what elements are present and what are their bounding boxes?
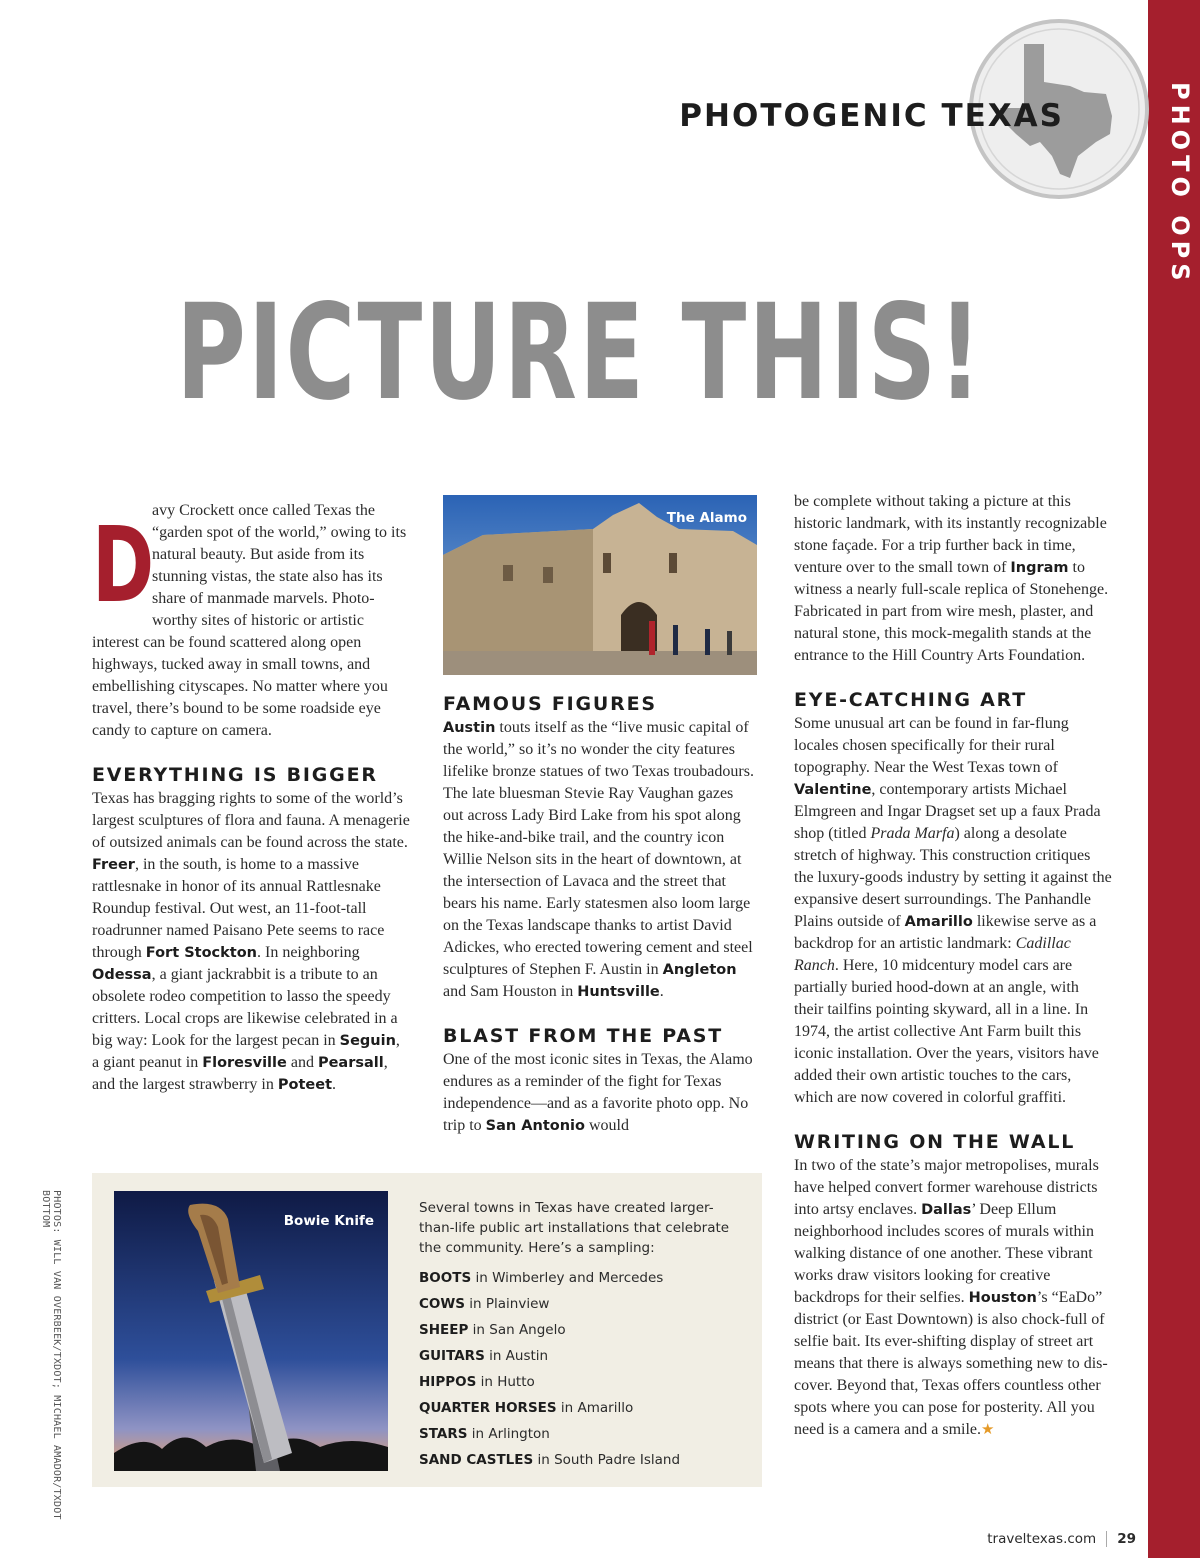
- heading-blast-from-the-past: BLAST FROM THE PAST: [443, 1025, 724, 1047]
- installation-list: [419, 1268, 749, 1476]
- blast-continued-paragraph: be complete without taking a picture at this historic landmark, with its instantly recognizable stone façade. For a trip further back in time, venture over to the small town of Ingram to witness a nearly full-scale replica of Stonehenge. Fabricated in part from wire mesh, plaster, and natural stone, this mock-megalith stands at the entrance to the Hill Country Arts Foundation.: [794, 493, 1109, 664]
- place-floresville: Floresville: [202, 1055, 287, 1071]
- list-item: BOOTS in Wimberley and Mercedes: [419, 1270, 664, 1286]
- place-seguin: Seguin: [339, 1033, 396, 1049]
- place-odessa: Odessa: [92, 967, 152, 983]
- place-pearsall: Pearsall: [317, 1055, 384, 1071]
- list-item: QUARTER HORSES in Amarillo: [419, 1400, 634, 1416]
- drop-cap: D: [92, 504, 155, 626]
- place-angleton: Angleton: [662, 962, 737, 978]
- footer-site-link[interactable]: traveltexas.com: [987, 1531, 1097, 1547]
- place-poteet: Poteet: [277, 1077, 332, 1093]
- list-item: HIPPOS in Hutto: [419, 1374, 535, 1390]
- footer-divider: [1106, 1531, 1107, 1547]
- place-ingram: Ingram: [1010, 560, 1069, 576]
- sidebar-box-text: [419, 1198, 749, 1476]
- section-title: PHOTOGENIC TEXAS: [679, 98, 1064, 134]
- place-dallas: Dallas: [921, 1202, 972, 1218]
- blast-paragraph: One of the most iconic sites in Texas, the Alamo endures as a reminder of the fight for Texas independence—and as a favorite photo opp. No trip to San Antonio would: [443, 1051, 753, 1134]
- place-amarillo: Amarillo: [904, 914, 973, 930]
- intro-text: avy Crockett once called Texas the “garden spot of the world,” owing to its natural beauty. But aside from its stunning vistas, the state also has its share of manmade marvels. Photo-worthy sites of historic or artistic interest can be found scattered along open highways, tucked away in small towns, and embellishing cityscapes. No matter where you travel, there’s bound to be some roadside eye candy to capture on camera.: [92, 502, 407, 739]
- bowie-knife-photo: [114, 1191, 388, 1471]
- bowie-knife-illustration: [114, 1191, 388, 1471]
- photo-credit: PHOTOS: WILL VAN OVERBEEK/TXDOT; MICHAEL AMADOR/TXDOT BOTTOM: [40, 1190, 62, 1520]
- place-fort-stockton: Fort Stockton: [145, 945, 257, 961]
- sidebar-box: [92, 1173, 762, 1487]
- heading-famous-figures: FAMOUS FIGURES: [443, 693, 657, 715]
- heading-writing-on-the-wall: WRITING ON THE WALL: [794, 1131, 1076, 1153]
- section-tab-label: PHOTO OPS: [1166, 82, 1194, 286]
- list-item: SHEEP in San Angelo: [419, 1322, 566, 1338]
- place-valentine: Valentine: [794, 782, 872, 798]
- place-huntsville: Huntsville: [577, 984, 660, 1000]
- bigger-paragraph: Texas has bragging rights to some of the world’s largest sculptures of flora and fauna. A menagerie of outsized animals can be found across the state. Freer, in the south, is home to a massive rattlesnake in honor of its annual Rattlesnake Roundup festival. Out west, an 11-foot-tall roadrunner named Paisano Pete seems to race through Fort Stockton. In neighboring Odessa, a giant jackrabbit is a tribute to an obsolete rodeo competition to lasso the speedy critters. Local crops are likewise celebrated in a big way: Look for the largest pecan in Seguin, a giant peanut in Floresville and Pearsall, and the largest strawberry in Poteet.: [92, 790, 410, 1093]
- heading-eye-catching-art: EYE-CATCHING ART: [794, 689, 1028, 711]
- art-paragraph: Some unusual art can be found in far-flung locales chosen specifically for their rural topography. Near the West Texas town of Valentine, contemporary artists Michael Elmgreen and Ingar Dragset set up a faux Prada shop (titled Prada Marfa) along a desolate stretch of highway. This construction critiques the luxury-goods industry by setting it against the expansive desert surroundings. The Panhandle Plains outside of Amarillo likewise serve as a backdrop for an artistic landmark: Cadillac Ranch. Here, 10 midcentury model cars are partially buried hood-down at an angle, with their tailfins pointing skyward, all in a line. In 1974, the artist collective Ant Farm built this iconic installation. Over the years, visitors have added their own artistic touches to the cars, which are now covered in colorful graffiti.: [794, 715, 1112, 1106]
- intro-paragraph: [92, 500, 410, 742]
- headline: PICTURE THIS!: [176, 276, 984, 430]
- famous-paragraph: Austin touts itself as the “live music capital of the world,” so it’s no wonder the city features lifelike bronze statues of two Texas troubadours. The late bluesman Stevie Ray Vaughan gazes out across Lady Bird Lake from his spot along the hike-and-bike trail, and the country icon Willie Nelson sits in the heart of downtown, at the intersection of Lavaca and the street that bears his name. Early statesmen also loom large on the Texas landscape thanks to artist David Adickes, who erected towering cement and steel sculptures of Stephen F. Austin in Angleton and Sam Houston in Huntsville.: [443, 719, 754, 1000]
- sidebar-box-intro: Several towns in Texas have created larger-than-life public art installations that celebrate the community. Here’s a sampling:: [419, 1200, 730, 1256]
- list-item: GUITARS in Austin: [419, 1348, 549, 1364]
- section-tab: [1148, 0, 1200, 1558]
- list-item: STARS in Arlington: [419, 1426, 550, 1442]
- place-san-antonio: San Antonio: [485, 1118, 585, 1134]
- column-2: [443, 495, 757, 1137]
- list-item: COWS in Plainview: [419, 1296, 550, 1312]
- place-austin: Austin: [443, 720, 496, 736]
- alamo-photo: [443, 495, 757, 675]
- page-footer: [987, 1531, 1136, 1547]
- column-3: [794, 491, 1112, 1441]
- place-freer: Freer: [92, 857, 135, 873]
- column-1: [92, 500, 410, 1096]
- star-icon: ★: [981, 1422, 995, 1438]
- heading-everything-is-bigger: EVERYTHING IS BIGGER: [92, 764, 378, 786]
- list-item: SAND CASTLES in South Padre Island: [419, 1452, 681, 1468]
- place-houston: Houston: [968, 1290, 1037, 1306]
- page-number: 29: [1117, 1531, 1136, 1547]
- bowie-knife-photo-label: Bowie Knife: [283, 1213, 374, 1229]
- alamo-photo-label: The Alamo: [666, 510, 747, 526]
- wall-paragraph: In two of the state’s major metropolises, murals have helped convert former warehouse districts into artsy enclaves. Dallas’ Deep Ellum neighborhood includes scores of murals within walking distance of one another. These vibrant works draw visitors looking for creative backdrops for their selfies. Houston’s “EaDo” district (or East Downtown) is also chock-full of selfie bait. Its ever-shifting display of street art means that there is always something new to discover. Beyond that, Texas offers countless other spots where you can pose for posterity. All you need is a camera and a smile.★: [794, 1157, 1108, 1438]
